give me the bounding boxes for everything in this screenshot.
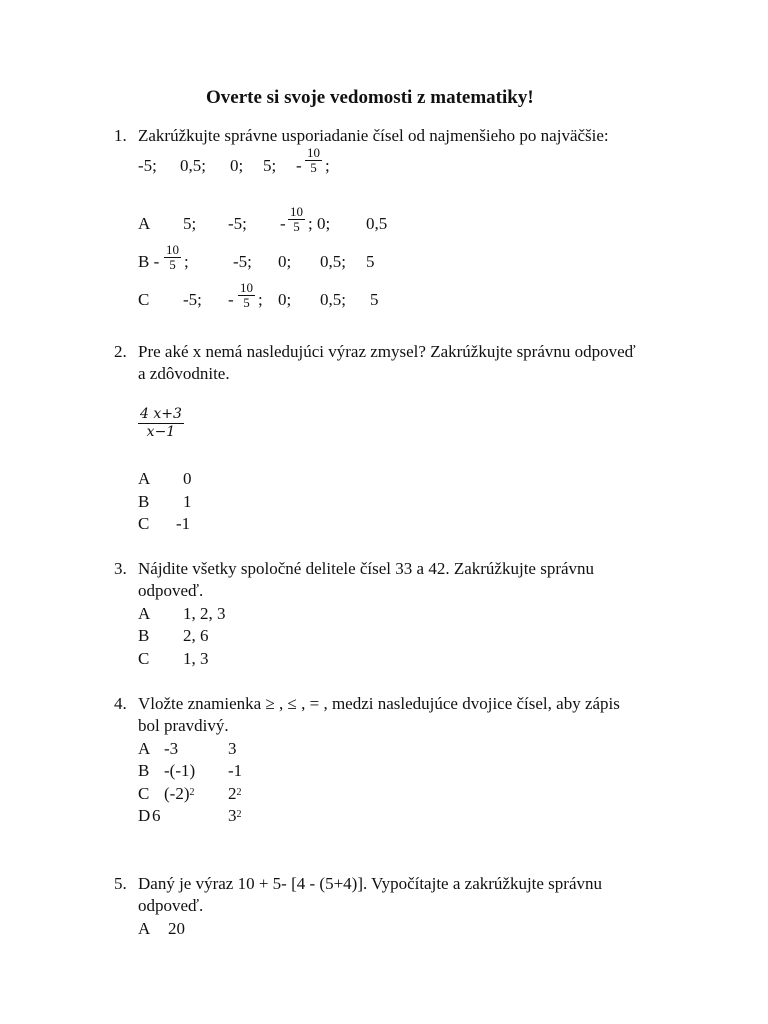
- page-title: Overte si svoje vedomosti z matematiky!: [206, 87, 534, 108]
- q3-option-label: C: [138, 649, 150, 668]
- q3-text-line: odpoveď.: [138, 581, 204, 600]
- q1-option-c-fraction: [238, 281, 255, 310]
- fraction-denominator: 5: [243, 295, 250, 310]
- q4-row-left-base: (-2): [164, 784, 190, 803]
- q2-option-label: C: [138, 514, 150, 533]
- q1-list-item: ;: [325, 156, 330, 175]
- fraction-numerator: 10: [240, 280, 253, 295]
- q4-row-right-base: 3: [228, 806, 237, 825]
- q4-number: 4.: [114, 694, 127, 713]
- q2-number: 2.: [114, 342, 127, 361]
- q2-option-label: A: [138, 469, 151, 488]
- q1-option-b-fraction: [164, 243, 181, 272]
- q1-option-a-value: 0,5: [366, 214, 388, 233]
- q4-row-left: [164, 783, 194, 808]
- q1-option-a-value: 5;: [183, 214, 197, 233]
- q1-option-c-value: -: [228, 290, 234, 309]
- q1-text: Zakrúžkujte správne usporiadanie čísel od najmenšieho po najväčšie:: [138, 126, 609, 145]
- q1-option-c-value: -5;: [183, 290, 202, 309]
- q1-option-c-value: 0;: [278, 290, 292, 309]
- q2-text-line: Pre aké x nemá nasledujúci výraz zmysel? Zakrúžkujte správnu odpoveď: [138, 342, 636, 361]
- q1-option-a-label: A: [138, 214, 151, 233]
- q1-list-fraction: [305, 146, 322, 175]
- q4-text-line: bol pravdivý.: [138, 716, 229, 735]
- q1-list-item: 0;: [230, 156, 244, 175]
- q4-row-right-exponent: 2: [236, 809, 242, 820]
- q4-row-label: C: [138, 784, 150, 803]
- q5-option-label: A: [138, 919, 151, 938]
- q4-row-label: B: [138, 761, 150, 780]
- q3-text-line: Nájdite všetky spoločné delitele čísel 33 a 42. Zakrúžkujte správnu: [138, 559, 595, 578]
- q5-option-value: 20: [168, 919, 185, 938]
- q4-row-right-base: 2: [228, 784, 237, 803]
- q1-list-item: 5;: [263, 156, 277, 175]
- q4-row-left-exponent: 2: [189, 787, 195, 798]
- q1-option-a-value: -5;: [228, 214, 247, 233]
- q1-option-c-value: 5: [370, 290, 379, 309]
- q1-list-item: -5;: [138, 156, 157, 175]
- q1-option-c-label: C: [138, 290, 150, 309]
- q5-text-line: odpoveď.: [138, 896, 204, 915]
- q2-option-value: -1: [176, 514, 191, 533]
- q3-option-value: 1, 2, 3: [183, 604, 226, 623]
- q4-row-left: -3: [164, 739, 179, 758]
- fraction-numerator: 10: [290, 204, 303, 219]
- q3-option-label: A: [138, 604, 151, 623]
- q1-option-b-value: -5;: [233, 252, 252, 271]
- fraction-denominator: 5: [310, 160, 317, 175]
- q2-option-value: 0: [183, 469, 192, 488]
- q3-option-value: 1, 3: [183, 649, 209, 668]
- q5-text-line: Daný je výraz 10 + 5- [4 - (5+4)]. Vypočítajte a zakrúžkujte správnu: [138, 874, 603, 893]
- q1-option-b-value: ;: [184, 252, 189, 271]
- q1-option-a-value: -: [280, 214, 286, 233]
- q4-row-label: D: [138, 806, 151, 825]
- q1-number: 1.: [114, 126, 127, 145]
- q4-row-right: 3: [228, 739, 237, 758]
- fraction-denominator: 5: [169, 257, 176, 272]
- q3-option-label: B: [138, 626, 150, 645]
- q1-option-a-fraction: [288, 205, 305, 234]
- fraction-numerator: 10: [307, 145, 320, 160]
- fraction-numerator: 10: [166, 242, 179, 257]
- q1-list-item: -: [296, 156, 302, 175]
- q2-expression: [138, 406, 184, 441]
- q4-row-right: -1: [228, 761, 243, 780]
- q4-row-label: A: [138, 739, 151, 758]
- q4-row-right-exponent: 2: [236, 787, 242, 798]
- q1-option-c-value: ;: [258, 290, 263, 309]
- q1-option-c-value: 0,5;: [320, 290, 346, 309]
- q2-option-value: 1: [183, 492, 192, 511]
- q1-option-a-value: ; 0;: [308, 214, 331, 233]
- q5-number: 5.: [114, 874, 127, 893]
- q1-option-b-value: 0;: [278, 252, 292, 271]
- q2-option-label: B: [138, 492, 150, 511]
- q1-list-item: 0,5;: [180, 156, 206, 175]
- q3-option-value: 2, 6: [183, 626, 209, 645]
- q2-text-line: a zdôvodnite.: [138, 364, 230, 383]
- q3-number: 3.: [114, 559, 127, 578]
- q4-row-right: [228, 805, 242, 830]
- q1-option-b-label: B -: [138, 252, 160, 271]
- q4-text-line: Vložte znamienka ≥ , ≤ , = , medzi nasledujúce dvojice čísel, aby zápis: [138, 694, 620, 713]
- fraction-denominator: 5: [293, 219, 300, 234]
- expression-denominator: x−1: [146, 424, 176, 440]
- expression-numerator: 4 x+3: [140, 406, 182, 422]
- q1-option-b-value: 0,5;: [320, 252, 346, 271]
- q4-row-left: 6: [152, 806, 161, 825]
- q1-option-b-value: 5: [366, 252, 375, 271]
- q4-row-left: -(-1): [164, 761, 196, 780]
